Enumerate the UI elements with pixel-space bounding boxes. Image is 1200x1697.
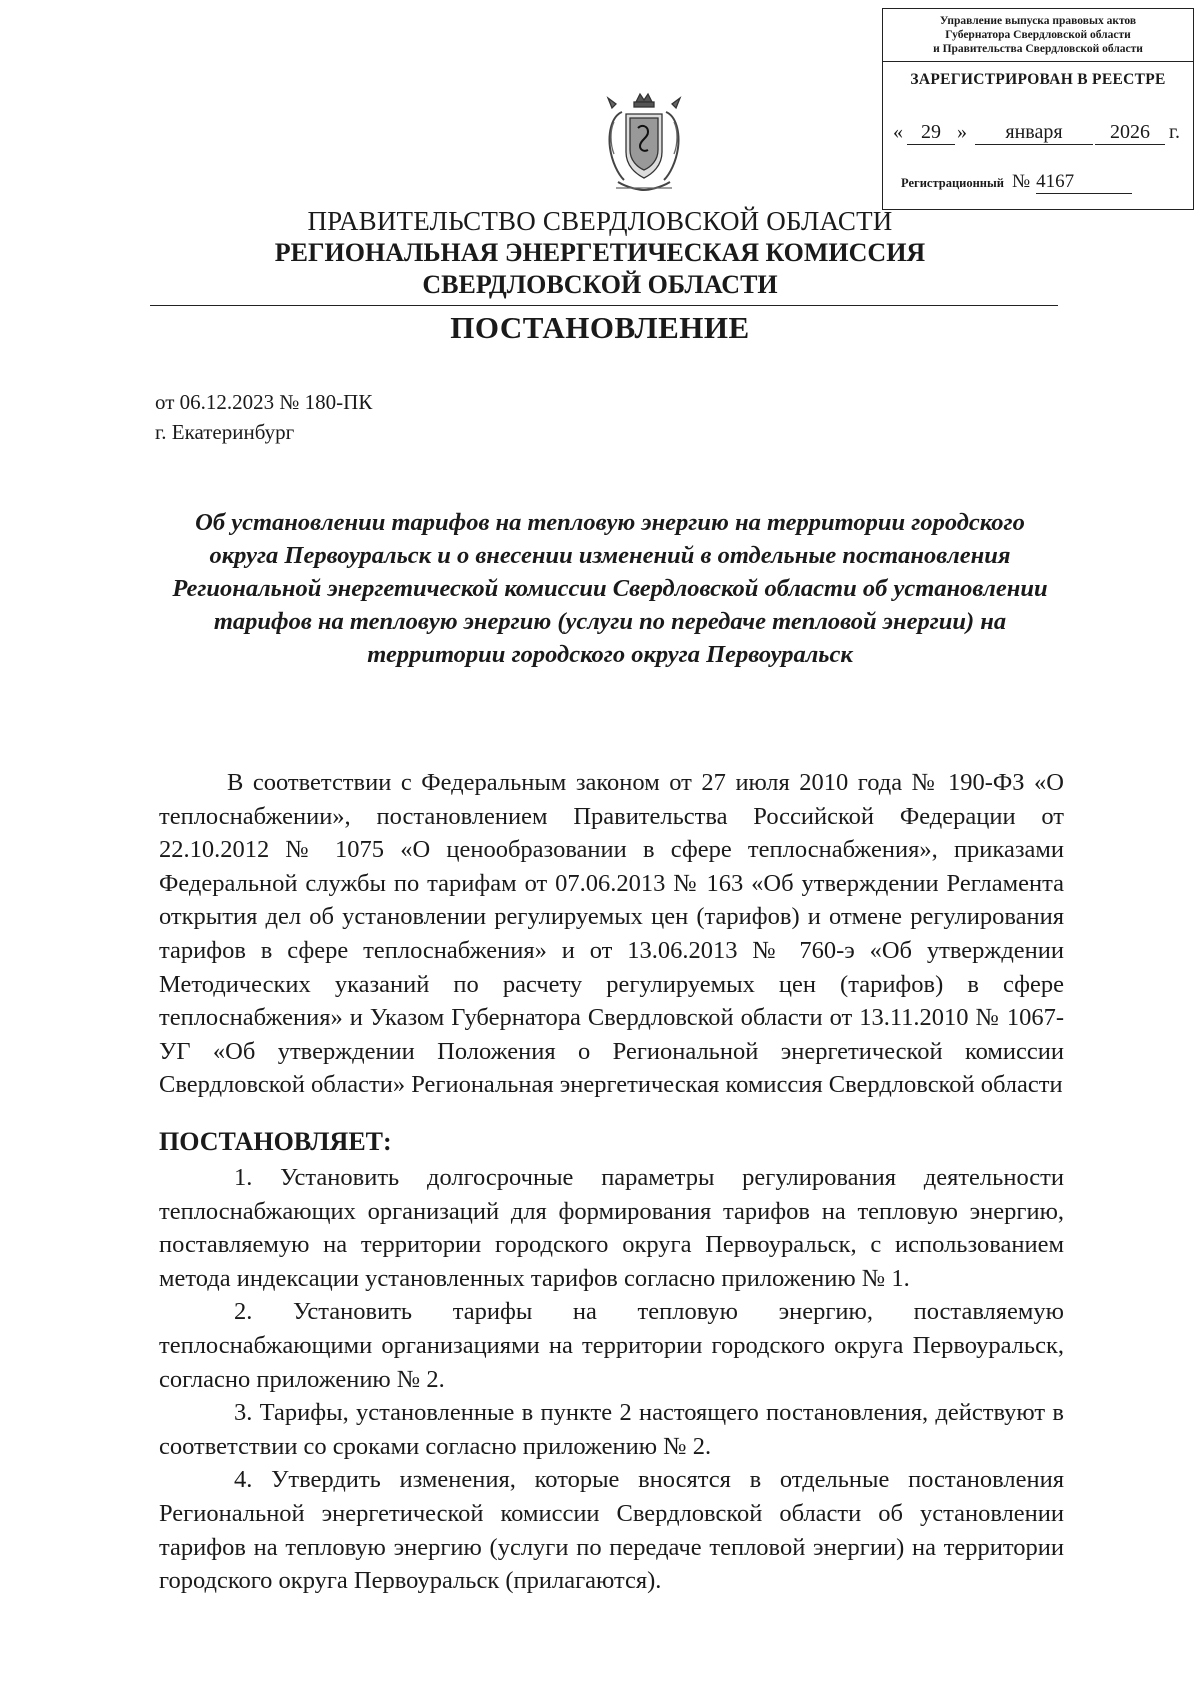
resolution-items — [159, 1161, 1064, 1598]
stamp-office — [883, 9, 1193, 62]
coat-of-arms-icon — [596, 92, 692, 196]
resolves-heading: ПОСТАНОВЛЯЕТ: — [159, 1127, 392, 1156]
registration-stamp — [882, 8, 1194, 210]
stamp-year: 2026 — [1095, 121, 1165, 145]
stamp-quote-close: » — [957, 121, 967, 143]
stamp-reg-number: 4167 — [1036, 171, 1132, 194]
stamp-num-sign: № — [1011, 171, 1031, 192]
government-title: ПРАВИТЕЛЬСТВО СВЕРДЛОВСКОЙ ОБЛАСТИ — [307, 206, 893, 236]
stamp-office-line: Управление выпуска правовых актов — [939, 15, 1137, 27]
header-divider — [150, 305, 1058, 306]
resolution-item: 4. Утвердить изменения, которые вносятся в отдельные постановления Региональной энергетической комиссии Свердловской области об установлении тарифов на тепловую энергию (услуги по передаче тепловой энергии) на территории городского округа Первоуральск (прилагаются). — [159, 1466, 1064, 1595]
document-date-number: от 06.12.2023 № 180-ПК — [155, 390, 373, 414]
resolution-item: 3. Тарифы, установленные в пункте 2 настоящего постановления, действуют в соответствии со сроками согласно приложению № 2. — [159, 1399, 1064, 1460]
stamp-registered-text: ЗАРЕГИСТРИРОВАН В РЕЕСТРЕ — [910, 71, 1166, 88]
stamp-reg-number-row — [901, 171, 1132, 194]
document-type-title: ПОСТАНОВЛЕНИЕ — [450, 310, 750, 345]
stamp-day: 29 — [907, 121, 955, 145]
document-city: г. Екатеринбург — [155, 420, 295, 444]
commission-title-line2: СВЕРДЛОВСКОЙ ОБЛАСТИ — [422, 270, 778, 299]
stamp-year-suffix: г. — [1169, 121, 1180, 143]
stamp-office-line: Губернатора Свердловской области — [945, 29, 1131, 41]
resolution-item: 1. Установить долгосрочные параметры регулирования деятельности теплоснабжающих организаций для формирования тарифов на тепловую энергию, поставляемую на территории городского округа Первоуральск, с использованием метода индексации установленных тарифов согласно приложению № 1. — [159, 1164, 1064, 1292]
document-subject: Об установлении тарифов на тепловую энергию на территории городского округа Первоуральск и о внесении изменений в отдельные постановления Региональной энергетической комиссии Свердловской области об установлении тарифов на тепловую энергию (услуги по передаче тепловой энергии) на территории городского округа Первоуральск — [172, 509, 1048, 668]
stamp-quote-open: « — [893, 121, 903, 143]
stamp-reg-label: Регистрационный — [901, 176, 1004, 190]
commission-title-line1: РЕГИОНАЛЬНАЯ ЭНЕРГЕТИЧЕСКАЯ КОМИССИЯ — [274, 238, 926, 267]
stamp-office-line: и Правительства Свердловской области — [933, 43, 1143, 55]
preamble-paragraph: В соответствии с Федеральным законом от 27 июля 2010 года № 190-ФЗ «О теплоснабжении», постановлением Правительства Российской Федерации от 22.10.2012 № 1075 «О ценообразовании в сфере теплоснабжения», приказами Федеральной службы по тарифам от 07.06.2013 № 163 «Об утверждении Регламента открытия дел об установлении регулируемых цен (тарифов) и отмене регулирования тарифов в сфере теплоснабжения» и от 13.06.2013 № 760-э «Об утверждении Методических указаний по расчету регулируемых цен (тарифов) в сфере теплоснабжения» и Указом Губернатора Свердловской области от 13.11.2010 № 1067-УГ «Об утверждении Положения о Региональной энергетической комиссии Свердловской области» Региональная энергетическая комиссия Свердловской области — [159, 769, 1064, 1099]
stamp-month: января — [975, 121, 1093, 145]
resolution-item: 2. Установить тарифы на тепловую энергию, поставляемую теплоснабжающими организациями на территории городского округа Первоуральск, согласно приложению № 2. — [159, 1298, 1064, 1393]
